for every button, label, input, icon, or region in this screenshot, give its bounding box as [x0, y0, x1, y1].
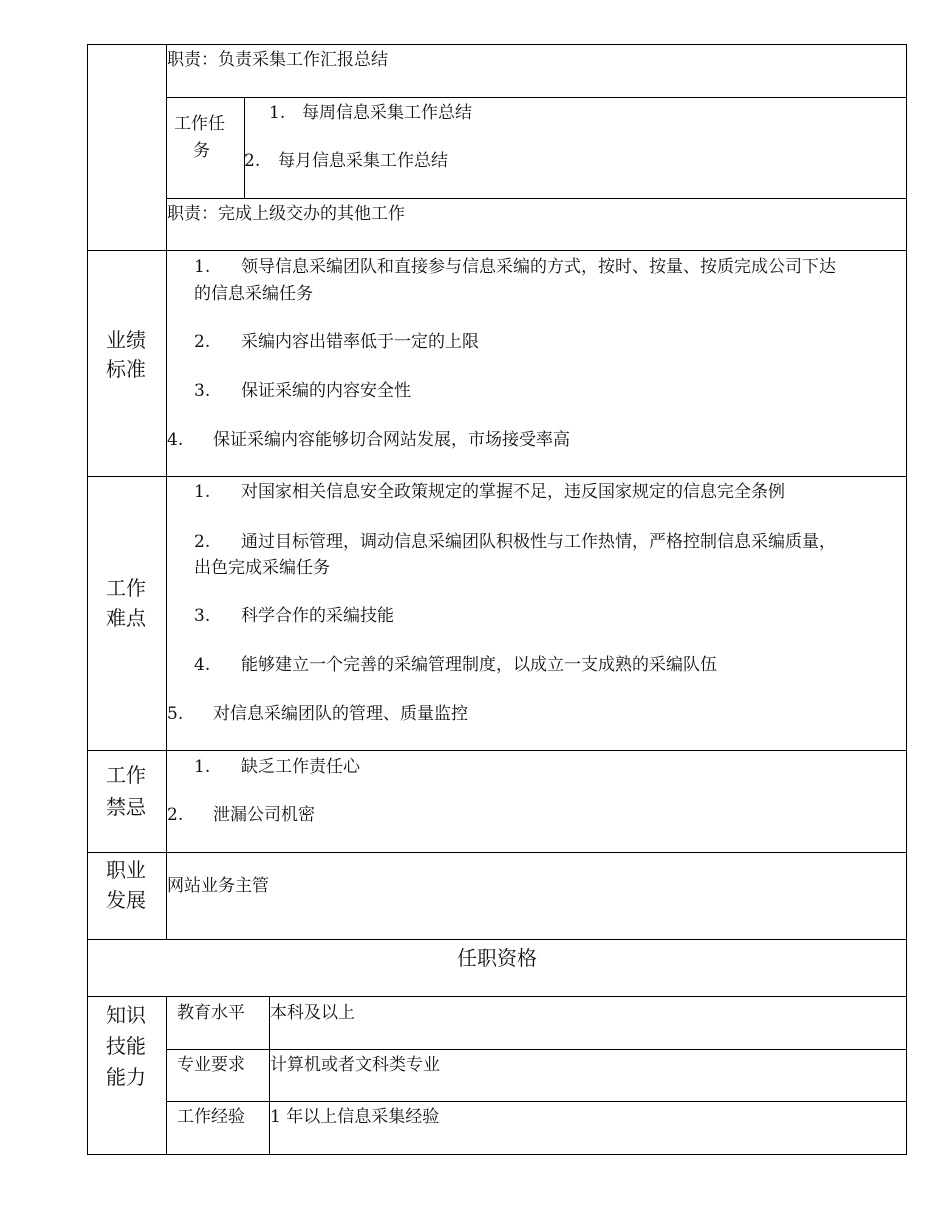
qualification-group-line2: 技能 [106, 1034, 146, 1058]
qualification-group-line1: 知识 [106, 1003, 146, 1027]
row-divider [166, 198, 907, 199]
row-divider [87, 250, 907, 251]
career-value: 网站业务主管 [167, 876, 269, 896]
task-label-divider [244, 97, 245, 198]
taboo-label-line1: 工作 [106, 763, 146, 787]
list-item-continued: 出色完成采编任务 [194, 558, 330, 578]
task-item: 每周信息采集工作总结 [302, 103, 472, 123]
list-item: 对国家相关信息安全政策规定的掌握不足，违反国家规定的信息完全条例 [241, 482, 785, 502]
list-item: 缺乏工作责任心 [241, 757, 360, 777]
list-number: 2. [167, 805, 184, 825]
list-number: 1. [194, 482, 211, 502]
list-item-continued: 的信息采编任务 [194, 284, 313, 304]
task-number: 1. [269, 103, 286, 123]
duty-label: 职责：负责采集工作汇报总结 [167, 50, 388, 70]
list-item: 保证采编内容能够切合网站发展，市场接受率高 [213, 430, 570, 450]
major-label: 专业要求 [177, 1055, 245, 1075]
list-number: 2. [194, 332, 211, 352]
qualification-title: 任职资格 [457, 946, 537, 970]
list-number: 1. [194, 257, 211, 277]
row-divider [87, 852, 907, 853]
row-divider [87, 996, 907, 997]
major-value: 计算机或者文科类专业 [270, 1055, 440, 1075]
task-number: 2. [244, 151, 261, 171]
task-label-line1: 工作任 [174, 114, 225, 134]
list-number: 3. [194, 606, 211, 626]
qualification-group-line3: 能力 [106, 1065, 146, 1089]
list-item: 科学合作的采编技能 [241, 606, 394, 626]
experience-value: 1 年以上信息采集经验 [270, 1107, 440, 1127]
row-divider [87, 476, 907, 477]
list-number: 2. [194, 532, 211, 552]
list-number: 5. [167, 704, 184, 724]
list-item: 对信息采编团队的管理、质量监控 [213, 704, 468, 724]
label-column-divider-lower [166, 996, 167, 1155]
career-label-line1: 职业 [106, 858, 146, 882]
list-item: 通过目标管理，调动信息采编团队积极性与工作热情，严格控制信息采编质量， [241, 532, 836, 552]
difficulty-label-line1: 工作 [106, 576, 146, 600]
list-item: 泄漏公司机密 [213, 805, 315, 825]
row-divider [166, 1049, 907, 1050]
difficulty-label-line2: 难点 [106, 606, 146, 630]
duty-label: 职责：完成上级交办的其他工作 [167, 204, 405, 224]
performance-label-line2: 标准 [106, 357, 146, 381]
taboo-label-line2: 禁忌 [106, 795, 146, 819]
performance-label-line1: 业绩 [106, 328, 146, 352]
task-item: 每月信息采集工作总结 [278, 151, 448, 171]
list-number: 4. [167, 430, 184, 450]
list-number: 1. [194, 757, 211, 777]
career-label-line2: 发展 [106, 888, 146, 912]
list-item: 领导信息采编团队和直接参与信息采编的方式，按时、按量、按质完成公司下达 [241, 257, 836, 277]
list-item: 保证采编的内容安全性 [241, 381, 411, 401]
row-divider [87, 939, 907, 940]
list-number: 4. [194, 655, 211, 675]
list-item: 采编内容出错率低于一定的上限 [241, 332, 479, 352]
education-value: 本科及以上 [270, 1003, 355, 1023]
list-item: 能够建立一个完善的采编管理制度，以成立一支成熟的采编队伍 [241, 655, 717, 675]
experience-label: 工作经验 [177, 1107, 245, 1127]
task-label-line2: 务 [193, 141, 210, 161]
education-label: 教育水平 [177, 1003, 245, 1023]
row-divider [166, 1101, 907, 1102]
list-number: 3. [194, 381, 211, 401]
row-divider [87, 750, 907, 751]
row-divider [166, 97, 907, 98]
